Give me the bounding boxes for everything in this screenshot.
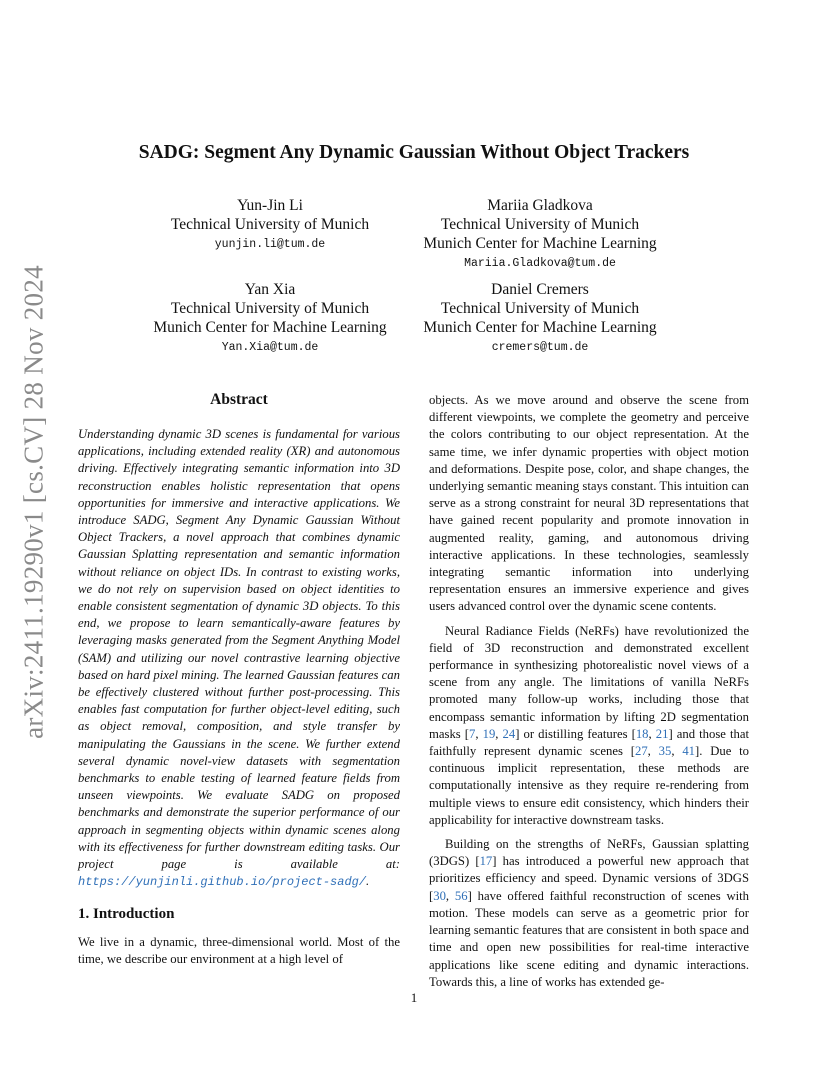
text: ] or distilling features [ xyxy=(515,726,636,741)
text: ]. Due to continuous implicit representation, these methods are computationally intensive as they require re-rendering from multiple views to ensure edit consistency, which hinders their applicability for interactive downstream tasks. xyxy=(429,744,750,827)
text: Neural Radiance Fields (NeRFs) have revolutionized the field of 3D reconstruction and demonstrated excellent performance in synthesizing photorealistic novel views of a scene from any angle. The limitations of vanilla NeRFs promoted many follow-up works, including those that encompass semantic information by lifting 2D segmentation masks [ xyxy=(429,623,749,741)
author-name: Mariia Gladkova xyxy=(487,197,593,214)
author-block xyxy=(130,280,410,359)
citation[interactable]: 27 xyxy=(634,744,648,759)
abstract-body xyxy=(78,426,400,891)
author-name: Yun-Jin Li xyxy=(237,197,303,214)
author-block xyxy=(130,196,410,256)
citation[interactable]: 56 xyxy=(454,888,468,903)
citation[interactable]: 41 xyxy=(682,744,695,759)
abstract-text: Understanding dynamic 3D scenes is fundamental for various applications, including extended reality (XR) and autonomous driving. Effectively integrating semantic information into 3D reconstruction enables holistic representation that opens opportunities for immersive and interactive applications. We introduce SADG, Segment Any Dynamic Gaussian Without Object Trackers, a novel approach that combines dynamic Gaussian Splatting representation and semantic information without reliance on object IDs. In contrast to existing works, we do not rely on supervision based on object identities to enable consistent segmentation of dynamic 3D objects. To this end, we propose to learn semantically-aware features by leveraging masks generated from the Segment Anything Model (SAM) and utilizing our novel contrastive learning objective based on hard pixel mining. The learned Gaussian features can be effectively clustered without further post-processing. This enables fast computation for further object-level editing, such as object removal, composition, and style transfer by manipulating the Gaussians in the scene. We further extend several dynamic novel-view datasets with segmentation benchmarks to enable testing of learned feature fields from unseen viewpoints. We evaluate SADG on proposed benchmarks and demonstrate the superior performance of our approach in segmenting objects within dynamic scenes along with its effectiveness for further downstream editing tasks. Our project page is available at: xyxy=(78,427,400,872)
arxiv-watermark xyxy=(14,265,54,739)
author-affiliation: Technical University of Munich xyxy=(440,216,640,233)
author-affiliation: Technical University of Munich xyxy=(170,216,370,233)
author-affiliation: Munich Center for Machine Learning xyxy=(153,319,387,336)
citation[interactable]: 30 xyxy=(433,888,446,903)
citation[interactable]: 21 xyxy=(655,726,669,741)
citation[interactable]: 17 xyxy=(479,854,493,869)
citation[interactable]: 35 xyxy=(658,744,672,759)
author-block xyxy=(400,280,680,359)
author-affiliation: Technical University of Munich xyxy=(170,300,370,317)
abstract-heading: Abstract xyxy=(210,391,268,408)
author-affiliation: Munich Center for Machine Learning xyxy=(423,235,657,252)
author-name: Daniel Cremers xyxy=(491,281,589,298)
author-affiliation: Munich Center for Machine Learning xyxy=(423,319,657,336)
section-heading: 1. Introduction xyxy=(78,906,175,922)
text: Building on the strengths of NeRFs, Gaussian splatting (3DGS) [ xyxy=(429,837,749,869)
paragraph: Building on the strengths of NeRFs, Gaussian splatting (3DGS) [17] has introduced a powerful new approach that prioritizes efficiency and speed. Dynamic versions of 3DGS [30, 56] have offered faithful reconstruction of scenes with motion. These models can serve as a geometric prior for learning semantic features that are consistent in both space and time and open new possibilities for real-time interactive applications like scene editing and dynamic interactions. Towards this, a line of works has extended ge- xyxy=(429,837,749,989)
text: ] and those that faithfully represent dynamic scenes [ xyxy=(429,726,750,759)
right-column xyxy=(429,392,749,998)
abstract-end: . xyxy=(366,874,370,889)
author-email[interactable]: yunjin.li@tum.de xyxy=(214,238,326,251)
text: ] have offered faithful reconstruction of scenes with motion. These models can serve as a geometric prior for learning semantic features that are consistent in both space and time and open new possibilities for real-time interactive applications like scene editing and dynamic interactions. Towards this, a line of works has extended ge- xyxy=(429,888,749,989)
author-email[interactable]: Yan.Xia@tum.de xyxy=(221,341,319,354)
citation[interactable]: 24 xyxy=(502,726,516,741)
paper-title: SADG: Segment Any Dynamic Gaussian Without Object Trackers xyxy=(138,142,690,163)
citation[interactable]: 19 xyxy=(482,726,496,741)
citation[interactable]: 18 xyxy=(635,726,649,741)
text: ] has introduced a powerful new approach that prioritizes efficiency and speed. Dynamic versions of 3DGS [ xyxy=(429,854,749,903)
author-email[interactable]: Mariia.Gladkova@tum.de xyxy=(464,257,616,270)
citation[interactable]: 7 xyxy=(469,726,476,741)
arxiv-id: arXiv:2411.19290v1 [cs.CV] 28 Nov 2024 xyxy=(18,265,49,739)
paragraph: objects. As we move around and observe the scene from different viewpoints, we complete the geometry and perceive the colors contributing to our object representation. At the same time, we infer dynamic properties with object motion and deformations. Despite pose, color, and shape changes, the underlying semantic meaning stays constant. This intuition can serve as a strong constraint for neural 3D representations that have gained recent popularity and promote innovation in augmented reality, gaming, and autonomous driving interactive applications. In these technologies, seamlessly integrating semantic information into underlying representation ensures an immersive experience and gives users advanced control over the dynamic scene contents. xyxy=(429,393,749,614)
page-number: 1 xyxy=(410,990,418,1005)
intro-text: We live in a dynamic, three-dimensional world. Most of the time, we describe our environment at a high level of xyxy=(78,935,400,967)
author-name: Yan Xia xyxy=(244,281,296,298)
author-email[interactable]: cremers@tum.de xyxy=(491,341,589,354)
author-affiliation: Technical University of Munich xyxy=(440,300,640,317)
author-block xyxy=(400,196,680,275)
project-page-link[interactable]: https://yunjinli.github.io/project-sadg/ xyxy=(78,875,367,890)
paragraph: Neural Radiance Fields (NeRFs) have revolutionized the field of 3D reconstruction and demonstrated excellent performance in synthesizing photorealistic novel views of a scene from any angle. The limitations of vanilla NeRFs promoted many follow-up works, including those that encompass semantic information by lifting 2D segmentation masks [7, 19, 24] or distilling features [18, 21] and those that faithfully represent dynamic scenes [27, 35, 41]. Due to continuous implicit representation, these methods are computationally intensive as they require re-rendering from multiple views to ensure edit consistency, which hinders their applicability for interactive downstream tasks. xyxy=(429,623,750,827)
